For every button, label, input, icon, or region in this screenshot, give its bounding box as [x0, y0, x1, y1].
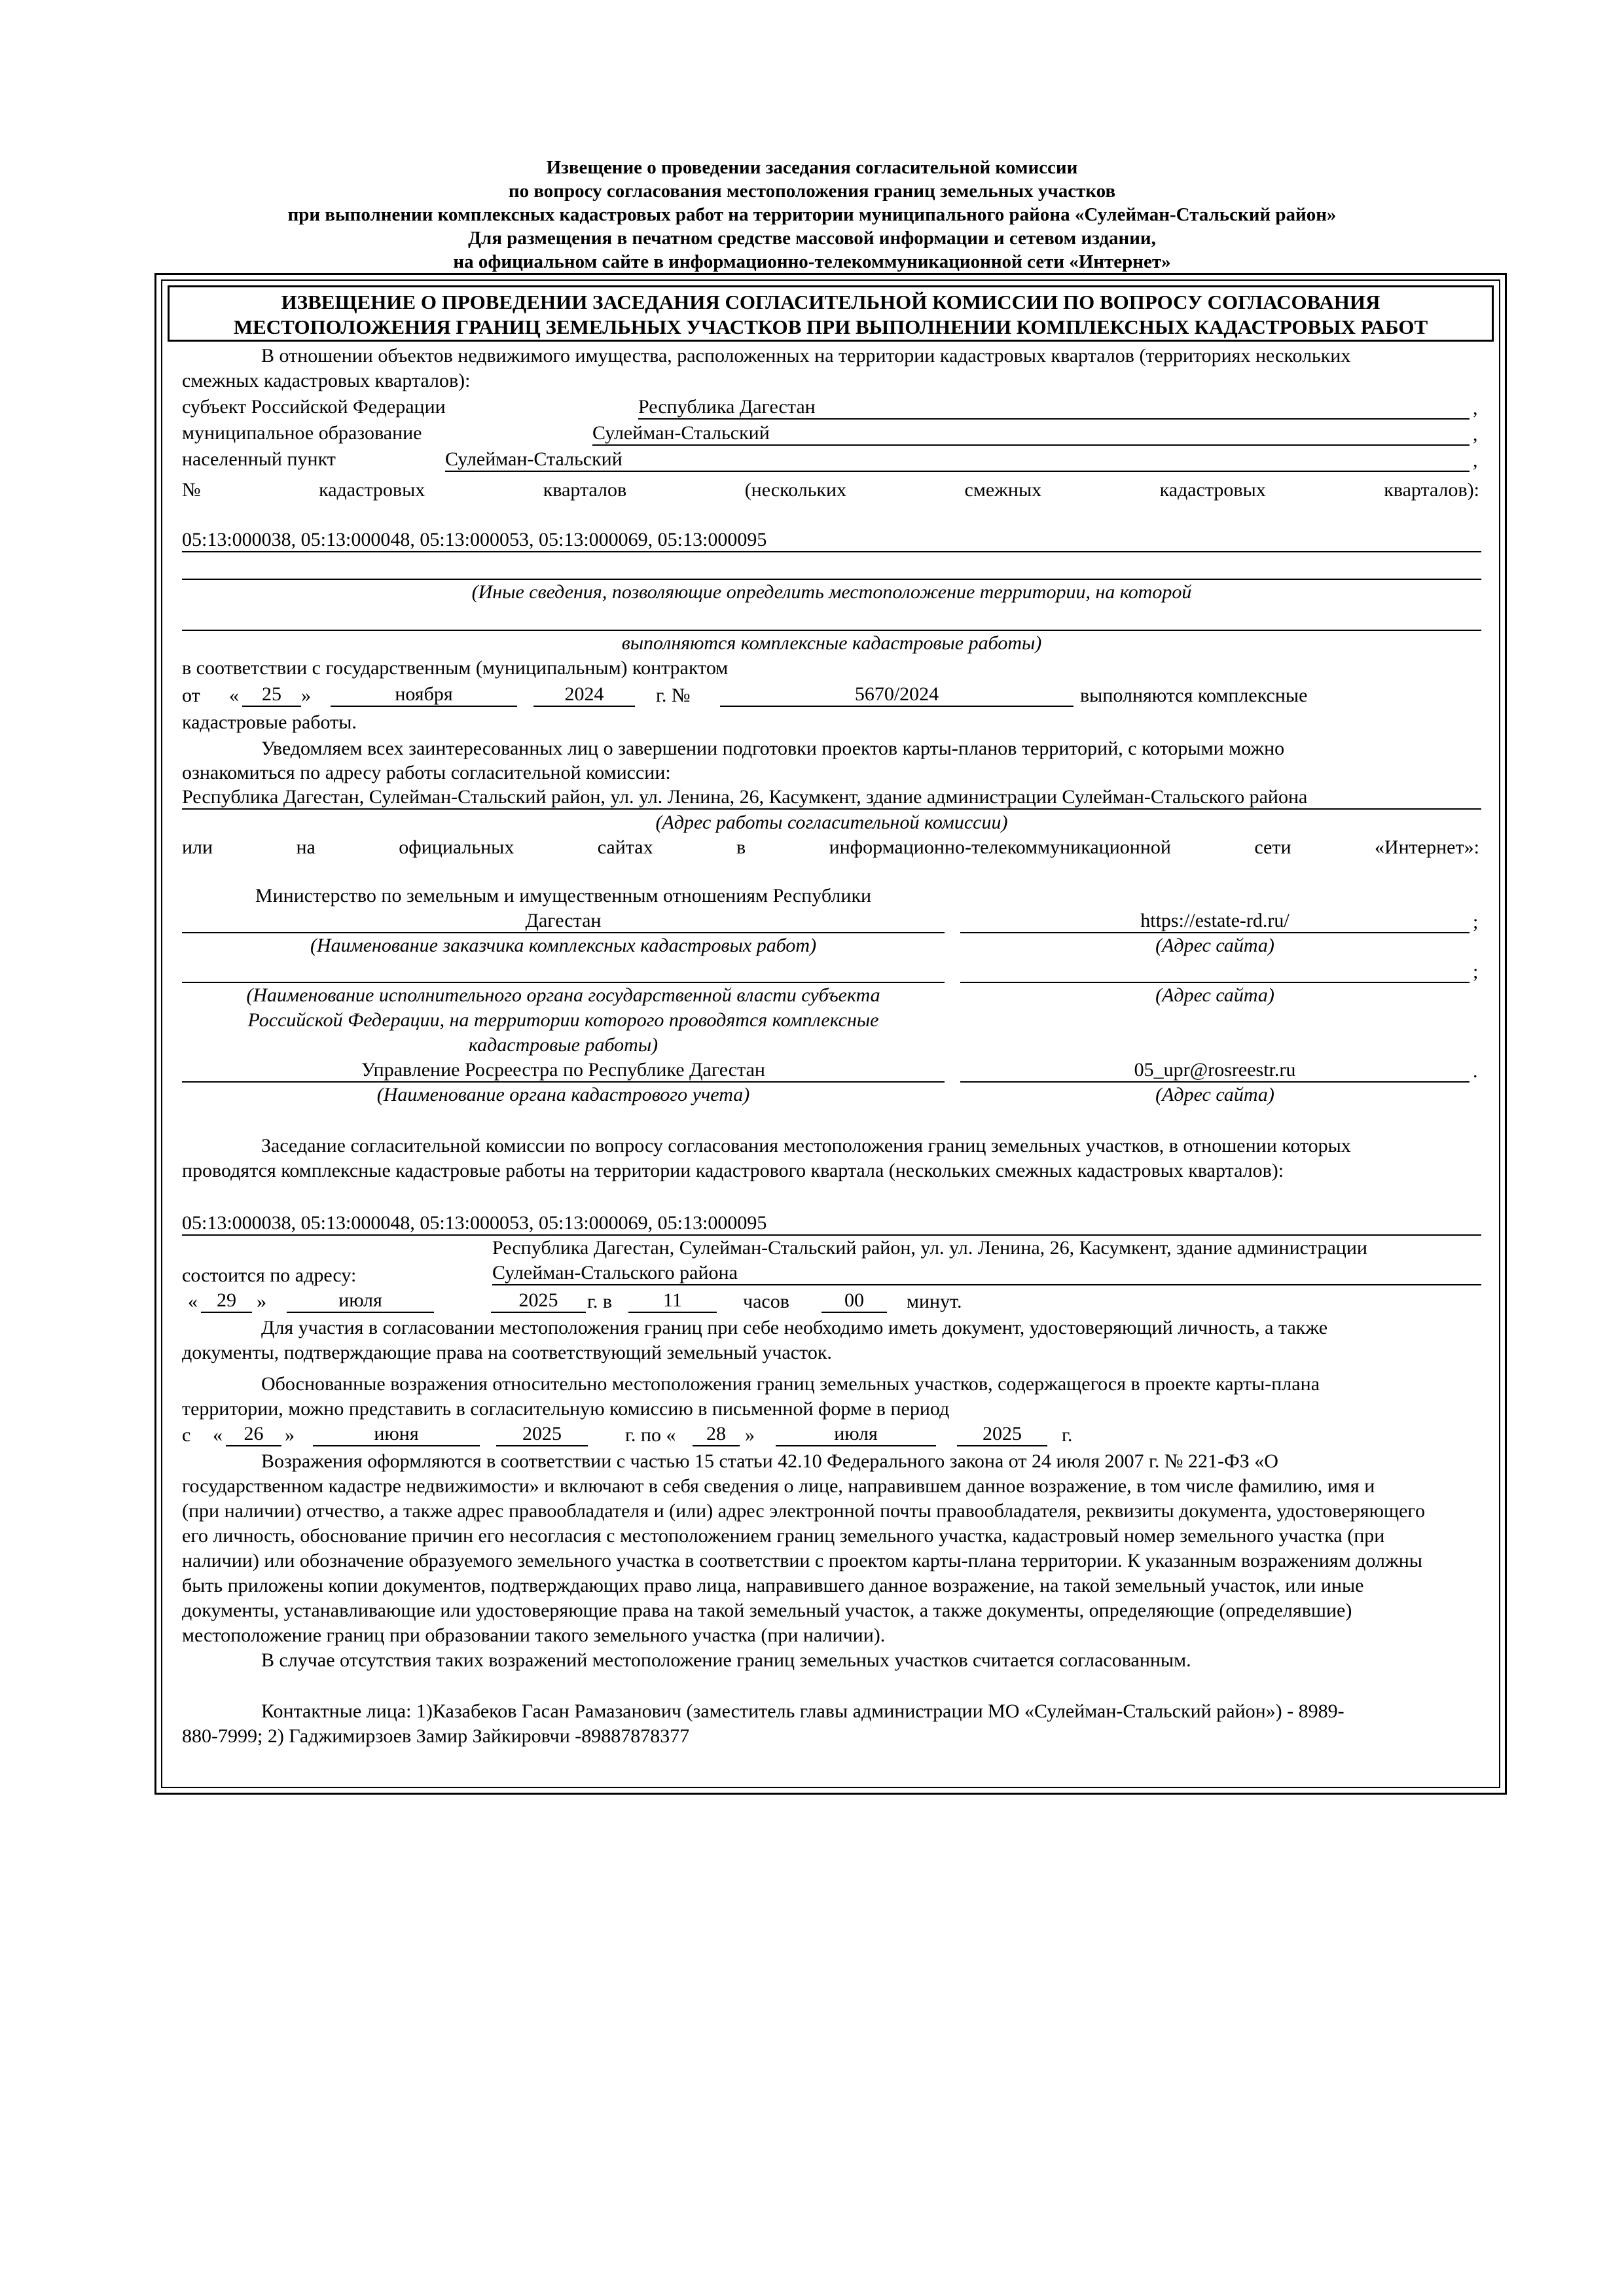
header-line-3: при выполнении комплексных кадастровых работ на территории муниципального района «Сулейман-Стальский район»	[287, 204, 1337, 225]
exec-body-line	[182, 960, 945, 983]
exec-semicolon: ;	[1473, 961, 1479, 982]
or-word: или	[182, 836, 213, 858]
or-word: официальных	[399, 836, 514, 858]
site-caption: (Адрес сайта)	[1155, 984, 1274, 1006]
subject-label: субъект Российской Федерации	[182, 396, 446, 418]
quarters-word: кадастровых	[1159, 479, 1266, 501]
or-word: в	[736, 836, 746, 858]
commission-address: Республика Дагестан, Сулейман-Стальский район, ул. ул. Ленина, 26, Касумкент, здание администрации Сулейман-Стальского района	[182, 786, 1481, 810]
contacts-line-1: Контактные лица: 1)Казабеков Гасан Рамазанович (заместитель главы администрации МО «Сулейман-Стальский район») - 8989-	[261, 1700, 1344, 1722]
header-line-4: Для размещения в печатном средстве массовой информации и сетевом издании,	[468, 228, 1156, 249]
or-sites-justified	[182, 836, 1479, 859]
objections-to-quote-close: »	[745, 1424, 755, 1446]
intro-line-1: В отношении объектов недвижимого имущества, расположенных на территории кадастровых кварталов (территориях нескольких	[261, 345, 1351, 367]
rules-line: Возражения оформляются в соответствии с частью 15 статьи 42.10 Федерального закона от 24 июля 2007 г. № 221-ФЗ «О	[261, 1450, 1278, 1472]
objections-from-year: 2025	[496, 1423, 588, 1446]
registry-period: .	[1473, 1060, 1478, 1082]
or-word: на	[296, 836, 316, 858]
meeting-year-suffix: г. в	[587, 1291, 613, 1312]
quarters-caption-justified	[182, 479, 1479, 501]
municipality-label: муниципальное образование	[182, 422, 422, 444]
meeting-minutes: 00	[821, 1289, 887, 1313]
rules-line: (при наличии) отчество, а также адрес правообладателя и (или) адрес электронной почты правообладателя, реквизиты документа, удостоверяющего	[182, 1500, 1425, 1522]
quarters-word: (нескольких	[744, 479, 847, 501]
rules-line: наличии) или обозначение образуемого земельного участка в соответствии с проектом карты-плана территории. К указанным возражениям должны	[182, 1550, 1422, 1571]
registry-email[interactable]: 05_upr@rosreestr.ru	[960, 1059, 1470, 1083]
or-word: сайтах	[597, 836, 653, 858]
contract-line-3: кадастровые работы.	[182, 711, 357, 733]
exec-caption-line-2: Российской Федерации, на территории которого проводятся комплексные	[247, 1009, 879, 1031]
meeting-quarters: 05:13:000038, 05:13:000048, 05:13:000053, 05:13:000069, 05:13:000095	[182, 1212, 1481, 1236]
subject-comma: ,	[1473, 397, 1478, 419]
meeting-year: 2025	[491, 1289, 586, 1313]
quarters-word: кварталов	[543, 479, 627, 501]
other-info-caption: (Иные сведения, позволяющие определить местоположение территории, на которой	[471, 581, 1192, 603]
quarters-value: 05:13:000038, 05:13:000048, 05:13:000053, 05:13:000069, 05:13:000095	[182, 529, 1481, 552]
objections-line-2: территории, можно представить в согласительную комиссию в письменной форме в период	[182, 1398, 950, 1420]
intro-line-2: смежных кадастровых кварталов):	[182, 370, 471, 391]
divider-line	[182, 630, 1481, 631]
commission-address-caption: (Адрес работы согласительной комиссии)	[655, 812, 1008, 833]
meeting-minutes-label: минут.	[907, 1291, 962, 1312]
notify-line-1: Уведомляем всех заинтересованных лиц о завершении подготовки проектов карты-планов территорий, с которыми можно	[261, 738, 1285, 759]
rules-line: его личность, обоснование причин его несогласия с местоположением границ земельного участка, кадастровый номер земельного участка (при	[182, 1525, 1385, 1547]
contract-line-1: в соответствии с государственным (муниципальным) контрактом	[182, 657, 729, 679]
meeting-line-1: Заседание согласительной комиссии по вопросу согласования местоположения границ земельных участков, в отношении которых	[261, 1135, 1351, 1157]
meeting-quote-open: «	[188, 1291, 198, 1312]
contract-month: ноября	[331, 683, 517, 707]
objections-from-day: 26	[226, 1423, 281, 1446]
objections-to-year: 2025	[957, 1423, 1047, 1446]
contract-number: 5670/2024	[720, 683, 1074, 707]
objections-to-month: июля	[776, 1423, 936, 1446]
or-word: «Интернет»:	[1374, 836, 1479, 858]
meeting-day: 29	[201, 1289, 252, 1313]
objections-mid: г. по «	[625, 1424, 676, 1446]
quarters-word: кварталов):	[1384, 479, 1479, 501]
meeting-hours: 11	[628, 1289, 717, 1313]
quarters-word: №	[182, 479, 201, 501]
objections-to-day: 28	[693, 1423, 740, 1446]
or-word: сети	[1254, 836, 1291, 858]
customer-semicolon: ;	[1473, 911, 1479, 933]
quarters-word: кадастровых	[319, 479, 425, 501]
customer-name-line-1: Министерство по земельным и имущественным отношениям Республики	[255, 885, 872, 906]
settlement-comma: ,	[1473, 450, 1478, 471]
site-caption: (Адрес сайта)	[1155, 1084, 1274, 1105]
municipality-comma: ,	[1473, 423, 1478, 445]
rules-line: быть приложены копии документов, подтверждающих право лица, направившего данное возражение, на такой земельный участок, или иные	[182, 1575, 1364, 1596]
notice-title-line-2: МЕСТОПОЛОЖЕНИЯ ГРАНИЦ ЗЕМЕЛЬНЫХ УЧАСТКОВ ПРИ ВЫПОЛНЕНИИ КОМПЛЕКСНЫХ КАДАСТРОВЫХ РАБОТ	[233, 315, 1428, 338]
header-line-2: по вопросу согласования местоположения границ земельных участков	[508, 181, 1116, 202]
contract-tail: выполняются комплексные	[1080, 685, 1308, 706]
contract-year-suffix: г. №	[656, 685, 691, 706]
agreed-line: В случае отсутствия таких возражений местоположение границ земельных участков считается согласованным.	[261, 1649, 1191, 1671]
or-word: информационно-телекоммуникационной	[829, 836, 1171, 858]
objections-end: г.	[1062, 1424, 1073, 1446]
settlement-value: Сулейман-Стальский	[445, 448, 1470, 472]
objections-quote-open: «	[213, 1424, 223, 1446]
meeting-line-2: проводятся комплексные кадастровые работы на территории кадастрового квартала (нескольких смежных кадастровых кварталов):	[182, 1160, 1284, 1181]
objections-from-month: июня	[313, 1423, 480, 1446]
contract-day: 25	[242, 683, 301, 707]
site-caption: (Адрес сайта)	[1155, 935, 1274, 956]
contract-from: от	[182, 685, 200, 706]
customer-name-line-2: Дагестан	[182, 910, 945, 933]
notice-title-line-1: ИЗВЕЩЕНИЕ О ПРОВЕДЕНИИ ЗАСЕДАНИЯ СОГЛАСИТЕЛЬНОЙ КОМИССИИ ПО ВОПРОСУ СОГЛАСОВАНИЯ	[281, 291, 1380, 314]
meeting-quote-close: »	[257, 1291, 266, 1312]
meeting-address-line-1: Республика Дагестан, Сулейман-Стальский район, ул. ул. Ленина, 26, Касумкент, здание администрации	[492, 1237, 1367, 1259]
registry-name: Управление Росреестра по Республике Дагестан	[182, 1059, 945, 1083]
rules-line: государственном кадастре недвижимости» и включают в себя сведения о лице, направившем данное возражение, в том числе фамилию, имя и	[182, 1475, 1375, 1497]
exec-caption-line-1: (Наименование исполнительного органа государственной власти субъекта	[246, 984, 880, 1006]
meeting-month: июля	[287, 1289, 434, 1313]
registry-caption: (Наименование органа кадастрового учета)	[376, 1084, 750, 1105]
meeting-hours-label: часов	[743, 1291, 789, 1312]
municipality-value: Сулейман-Стальский	[592, 422, 1470, 446]
participation-line-1: Для участия в согласовании местоположения границ при себе необходимо иметь документ, удостоверяющий личность, а также	[261, 1317, 1328, 1338]
divider-line	[182, 579, 1481, 580]
objections-line-1: Обоснованные возражения относительно местоположения границ земельных участков, содержащегося в проекте карты-плана	[261, 1373, 1320, 1395]
contract-quote-close: »	[301, 685, 311, 706]
subject-value: Республика Дагестан	[638, 396, 1470, 420]
exec-site-line	[960, 960, 1470, 983]
notice-title-box	[168, 285, 1494, 342]
rules-line: документы, устанавливающие или удостоверяющие права на такой земельный участок, а также документы, определяющие (определявшие)	[182, 1600, 1352, 1621]
customer-caption: (Наименование заказчика комплексных кадастровых работ)	[310, 935, 817, 956]
objections-quote-close: »	[285, 1424, 295, 1446]
contract-year: 2024	[533, 683, 635, 707]
notify-line-2: ознакомиться по адресу работы согласительной комиссии:	[182, 762, 671, 783]
other-info-caption-2: выполняются комплексные кадастровые работы)	[621, 632, 1042, 654]
objections-from: с	[182, 1424, 191, 1446]
participation-line-2: документы, подтверждающие права на соответствующий земельный участок.	[182, 1342, 832, 1363]
rules-line: местоположение границ при образовании такого земельного участка (при наличии).	[182, 1624, 886, 1646]
contacts-line-2: 880-7999; 2) Гаджимирзоев Замир Зайкировчи -89887878377	[182, 1725, 690, 1747]
meeting-address-label: состоится по адресу:	[182, 1265, 357, 1286]
contract-quote-open: «	[229, 685, 239, 706]
header-line-5: на официальном сайте в информационно-телекоммуникационной сети «Интернет»	[453, 251, 1171, 272]
exec-caption-line-3: кадастровые работы)	[468, 1034, 659, 1056]
meeting-address-line-2: Сулейман-Стальского района	[492, 1262, 1481, 1285]
settlement-label: населенный пункт	[182, 448, 336, 470]
header-line-1: Извещение о проведении заседания согласительной комиссии	[546, 157, 1078, 178]
customer-site-url[interactable]: https://estate-rd.ru/	[960, 910, 1470, 933]
quarters-word: смежных	[964, 479, 1042, 501]
